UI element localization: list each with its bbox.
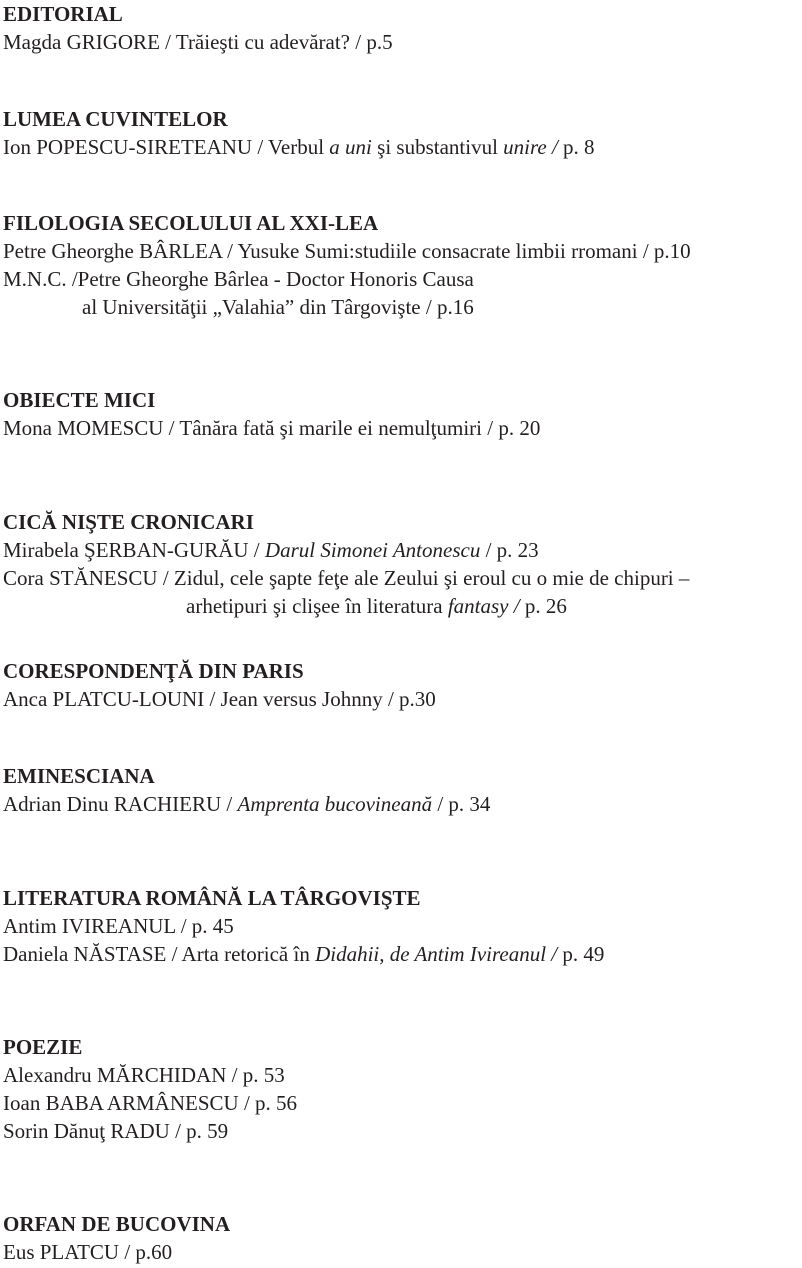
section-heading: EMINESCIANA bbox=[3, 764, 155, 788]
entry-text: Mona MOMESCU / Tânăra fată şi marile ei nemulţumiri / p. 20 bbox=[3, 416, 541, 440]
toc-entry-continuation bbox=[3, 293, 802, 321]
section-heading: LITERATURA ROMÂNĂ LA TÂRGOVIŞTE bbox=[3, 886, 421, 910]
section-heading: CICĂ NIŞTE CRONICARI bbox=[3, 510, 254, 534]
section-heading: OBIECTE MICI bbox=[3, 388, 156, 412]
section-poezie bbox=[3, 1033, 802, 1145]
entry-text: Anca PLATCU-LOUNI / Jean versus Johnny / p.30 bbox=[3, 687, 436, 711]
section-heading: ORFAN DE BUCOVINA bbox=[3, 1212, 231, 1236]
toc-entry bbox=[3, 133, 802, 161]
section-heading: LUMEA CUVINTELOR bbox=[3, 107, 228, 131]
entry-text: Mirabela ŞERBAN-GURĂU / bbox=[3, 538, 265, 562]
entry-text: p. 8 bbox=[557, 135, 595, 159]
entry-text: / p. 23 bbox=[480, 538, 539, 562]
section-editorial bbox=[3, 0, 802, 56]
toc-entry bbox=[3, 1238, 802, 1266]
entry-text: arhetipuri şi clişee în literatura bbox=[186, 594, 448, 618]
section-orfan-de-bucovina bbox=[3, 1210, 802, 1266]
section-filologia bbox=[3, 209, 802, 321]
section-heading: FILOLOGIA SECOLULUI AL XXI-LEA bbox=[3, 211, 379, 235]
toc-entry bbox=[3, 1061, 802, 1089]
entry-text: Adrian Dinu RACHIERU / bbox=[3, 792, 238, 816]
section-heading: POEZIE bbox=[3, 1035, 83, 1059]
entry-text: Magda GRIGORE / Trăieşti cu adevărat? / p.5 bbox=[3, 30, 393, 54]
toc-entry bbox=[3, 564, 802, 592]
toc-entry bbox=[3, 414, 802, 442]
entry-text: Eus PLATCU / p.60 bbox=[3, 1240, 173, 1264]
entry-italic-text: fantasy / bbox=[447, 594, 520, 618]
entry-text: / p. 34 bbox=[432, 792, 491, 816]
entry-text: Antim IVIREANUL / p. 45 bbox=[3, 914, 234, 938]
toc-entry bbox=[3, 265, 802, 293]
entry-text: şi substantivul bbox=[371, 135, 504, 159]
entry-italic-text: unire / bbox=[503, 135, 558, 159]
entry-text: Daniela NĂSTASE / Arta retorică în bbox=[3, 942, 316, 966]
entry-italic-text: a uni bbox=[329, 135, 372, 159]
section-heading: CORESPONDENŢĂ DIN PARIS bbox=[3, 659, 304, 683]
toc-entry bbox=[3, 790, 802, 818]
toc-entry bbox=[3, 1117, 802, 1145]
section-corespondenta-din-paris bbox=[3, 657, 802, 713]
toc-entry bbox=[3, 912, 802, 940]
entry-text: Petre Gheorghe BÂRLEA / Yusuke Sumi:studiile consacrate limbii rromani / p.10 bbox=[3, 239, 691, 263]
toc-entry bbox=[3, 237, 802, 265]
section-obiecte-mici bbox=[3, 386, 802, 442]
toc-entry bbox=[3, 685, 802, 713]
entry-italic-text: Didahii, de Antim Ivireanul / bbox=[315, 942, 558, 966]
entry-text: p. 26 bbox=[519, 594, 567, 618]
entry-text: Sorin Dănuţ RADU / p. 59 bbox=[3, 1119, 229, 1143]
section-cica-niste-cronicari bbox=[3, 508, 802, 620]
entry-italic-text: Darul Simonei Antonescu bbox=[264, 538, 481, 562]
entry-text: Ion POPESCU-SIRETEANU / Verbul bbox=[3, 135, 330, 159]
entry-text: Ioan BABA ARMÂNESCU / p. 56 bbox=[3, 1091, 298, 1115]
entry-text: M.N.C. /Petre Gheorghe Bârlea - Doctor Honoris Causa bbox=[3, 267, 474, 291]
toc-entry bbox=[3, 536, 802, 564]
section-literatura-romana bbox=[3, 884, 802, 968]
section-eminesciana bbox=[3, 762, 802, 818]
toc-entry-continuation bbox=[3, 592, 802, 620]
entry-text: p. 49 bbox=[557, 942, 605, 966]
entry-text: al Universităţii „Valahia” din Târgovişte / p.16 bbox=[82, 295, 474, 319]
toc-entry bbox=[3, 940, 802, 968]
entry-italic-text: Amprenta bucovineană bbox=[237, 792, 433, 816]
toc-entry bbox=[3, 28, 802, 56]
entry-text: Alexandru MĂRCHIDAN / p. 53 bbox=[3, 1063, 285, 1087]
section-lumea-cuvintelor bbox=[3, 105, 802, 161]
section-heading: EDITORIAL bbox=[3, 2, 123, 26]
entry-text: Cora STĂNESCU / Zidul, cele şapte feţe ale Zeului şi eroul cu o mie de chipuri – bbox=[3, 566, 690, 590]
toc-entry bbox=[3, 1089, 802, 1117]
